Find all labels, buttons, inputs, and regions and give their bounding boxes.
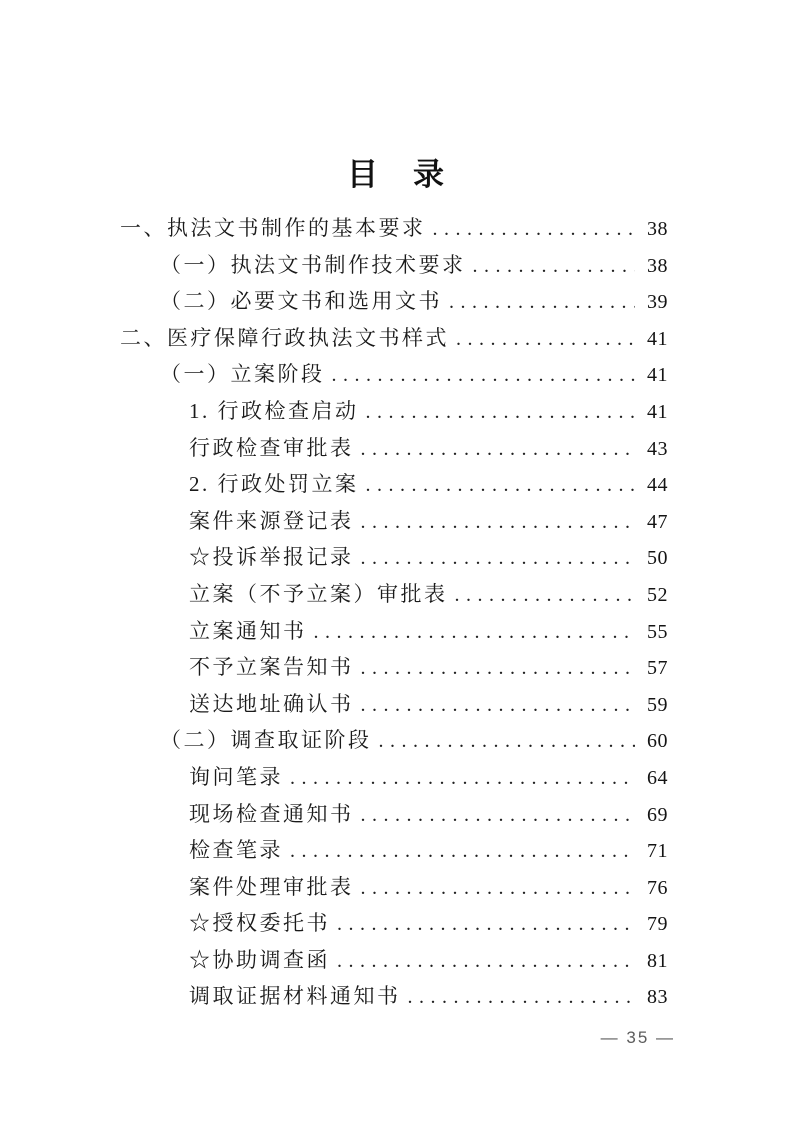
toc-entry [120,759,668,796]
toc-entry-page-number: 41 [647,327,668,350]
toc-entry-label: 案件来源登记表 [189,508,354,533]
toc-entry [120,539,668,576]
dot-leader [473,247,636,285]
toc-entry-page-number: 41 [647,400,668,423]
toc-entry-label: （二）调查取证阶段 [160,728,372,753]
toc-entry-label: 二、医疗保障行政执法文书样式 [120,325,449,350]
dot-leader [361,796,636,834]
toc-entry-page-number: 79 [647,913,668,936]
table-of-contents [120,210,668,1015]
toc-entry-page-number: 76 [647,876,668,899]
toc-entry-label: 检查笔录 [189,838,283,863]
toc-entry-label: 1. 行政检查启动 [189,398,359,423]
dot-leader [290,759,635,797]
toc-entry-label: 送达地址确认书 [189,691,354,716]
page-number-footer: — 35 — [600,1028,675,1047]
dot-leader [361,869,636,907]
dot-leader [366,466,636,504]
toc-entry-page-number: 39 [647,291,668,314]
dot-leader [455,576,636,614]
toc-entry-page-number: 71 [647,840,668,863]
toc-entry-page-number: 59 [647,693,668,716]
toc-entry-page-number: 44 [647,474,668,497]
toc-entry [120,210,668,247]
toc-entry [120,869,668,906]
toc-entry [120,247,668,284]
toc-entry-page-number: 38 [647,254,668,277]
dot-leader [361,649,636,687]
toc-entry-page-number: 83 [647,986,668,1009]
toc-entry [120,430,668,467]
toc-entry-label: 现场检查通知书 [189,801,354,826]
toc-entry-label: ☆授权委托书 [189,911,330,936]
dot-leader [449,283,635,321]
toc-entry-page-number: 55 [647,620,668,643]
toc-entry [120,320,668,357]
dot-leader [361,430,636,468]
dot-leader [332,356,636,394]
toc-entry-page-number: 69 [647,803,668,826]
toc-entry [120,686,668,723]
toc-entry-label: （一）执法文书制作技术要求 [160,252,466,277]
toc-entry-label: 2. 行政处罚立案 [189,472,359,497]
toc-entry-page-number: 41 [647,364,668,387]
toc-entry-label: 行政检查审批表 [189,435,354,460]
toc-entry-page-number: 57 [647,657,668,680]
toc-entry [120,356,668,393]
toc-entry-label: 一、执法文书制作的基本要求 [120,216,426,240]
toc-entry-label: 立案（不予立案）审批表 [189,581,448,606]
toc-entry-page-number: 50 [647,547,668,570]
toc-entry [120,796,668,833]
toc-entry-page-number: 43 [647,437,668,460]
toc-entry [120,942,668,979]
dot-leader [361,686,636,724]
dot-leader [314,613,636,651]
toc-entry [120,978,668,1015]
toc-entry-page-number: 47 [647,510,668,533]
toc-entry [120,393,668,430]
toc-entry-label: 案件处理审批表 [189,874,354,899]
toc-entry [120,649,668,686]
toc-entry-label: 立案通知书 [189,618,307,643]
toc-entry [120,283,668,320]
toc-entry [120,905,668,942]
toc-entry-label: （一）立案阶段 [160,362,325,387]
toc-entry [120,722,668,759]
toc-entry [120,466,668,503]
dot-leader [337,942,635,980]
dot-leader [361,503,636,541]
toc-entry [120,613,668,650]
dot-leader [408,978,636,1016]
dot-leader [290,832,635,870]
toc-entry-page-number: 64 [647,766,668,789]
toc-entry [120,832,668,869]
toc-entry-label: 不予立案告知书 [189,655,354,680]
toc-entry-label: 询问笔录 [189,764,283,789]
dot-leader [361,539,636,577]
dot-leader [433,210,636,248]
toc-entry-page-number: 52 [647,583,668,606]
toc-entry-label: ☆投诉举报记录 [189,545,354,570]
toc-entry-page-number: 60 [647,730,668,753]
dot-leader [366,393,636,431]
page-title: 目 录 [347,157,446,192]
dot-leader [337,905,635,943]
toc-entry-label: （二）必要文书和选用文书 [160,289,442,314]
toc-entry-page-number: 38 [647,218,668,240]
toc-entry-label: ☆协助调查函 [189,947,330,972]
toc-entry-page-number: 81 [647,949,668,972]
toc-entry [120,503,668,540]
toc-entry-label: 调取证据材料通知书 [189,984,401,1009]
dot-leader [379,722,636,760]
dot-leader [456,320,635,358]
toc-entry [120,576,668,613]
